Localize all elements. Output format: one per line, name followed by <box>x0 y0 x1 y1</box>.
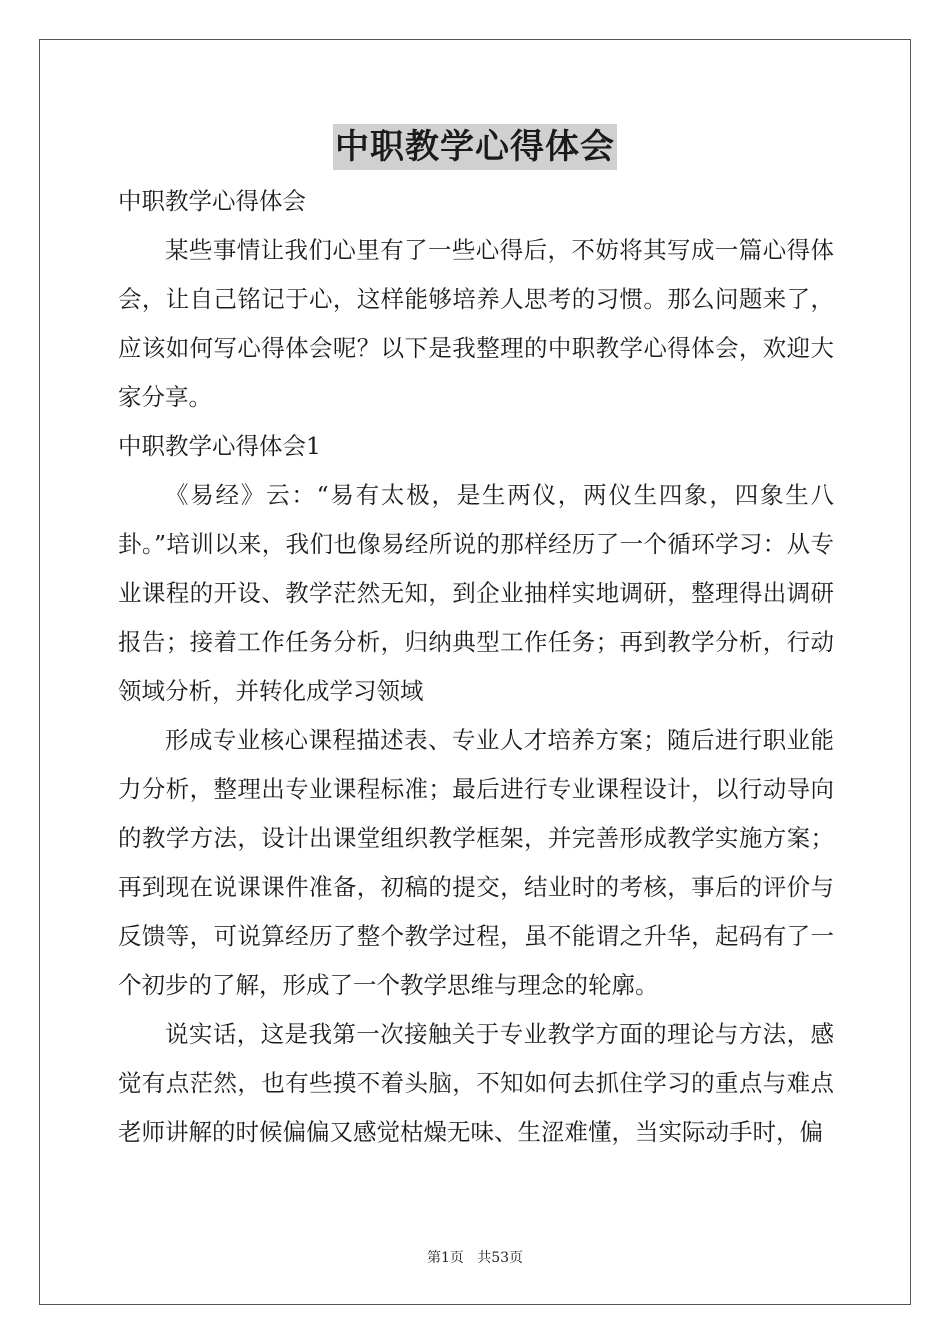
document-title: 中职教学心得体会 <box>333 124 617 170</box>
page-footer <box>0 1248 950 1268</box>
section-heading: 中职教学心得体会 <box>118 187 306 215</box>
document-body <box>118 177 834 1157</box>
section-heading: 中职教学心得体会1 <box>118 432 321 460</box>
paragraph: 某些事情让我们心里有了一些心得后，不妨将其写成一篇心得体会，让自己铭记于心，这样能够培养人思考的习惯。那么问题来了，应该如何写心得体会呢？以下是我整理的中职教学心得体会，欢迎大家分享。 <box>118 236 834 411</box>
page-number: 第1页 共53页 <box>426 1250 524 1266</box>
paragraph: 说实话，这是我第一次接触关于专业教学方面的理论与方法，感觉有点茫然，也有些摸不着头脑，不知如何去抓住学习的重点与难点老师讲解的时候偏偏又感觉枯燥无味、生涩难懂，当实际动手时，偏 <box>118 1020 834 1146</box>
title-container <box>0 124 950 170</box>
paragraph: 《易经》云：“易有太极，是生两仪，两仪生四象，四象生八卦。”培训以来，我们也像易经所说的那样经历了一个循环学习：从专业课程的开设、教学茫然无知，到企业抽样实地调研，整理得出调研报告；接着工作任务分析，归纳典型工作任务；再到教学分析，行动领域分析，并转化成学习领域 <box>118 481 834 705</box>
paragraph: 形成专业核心课程描述表、专业人才培养方案；随后进行职业能力分析，整理出专业课程标准；最后进行专业课程设计，以行动导向的教学方法，设计出课堂组织教学框架，并完善形成教学实施方案；再到现在说课课件准备，初稿的提交，结业时的考核，事后的评价与反馈等，可说算经历了整个教学过程，虽不能谓之升华，起码有了一个初步的了解，形成了一个教学思维与理念的轮廓。 <box>118 726 834 999</box>
